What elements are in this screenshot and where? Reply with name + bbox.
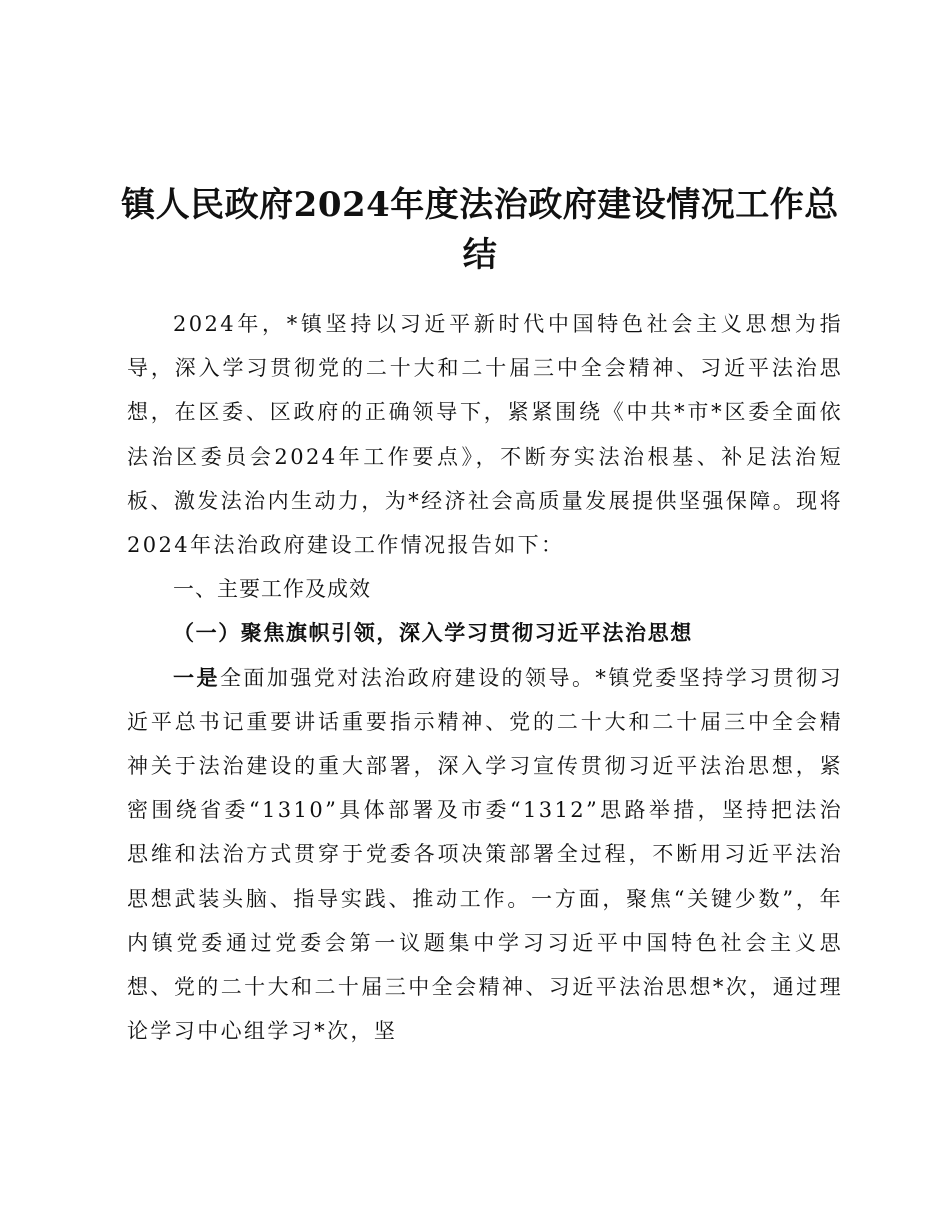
document-body bbox=[127, 302, 843, 1053]
body-paragraph bbox=[127, 656, 843, 1054]
paragraph-lead: 一是 bbox=[173, 665, 220, 690]
subsection-heading: （一）聚焦旗帜引领，深入学习贯彻习近平法治思想 bbox=[173, 620, 693, 646]
document-title: 镇人民政府2024年度法治政府建设情况工作总结 bbox=[121, 185, 839, 275]
paragraph-text: 全面加强党对法治政府建设的领导。*镇党委坚持学习贯彻习近平总书记重要讲话重要指示精神、党的二十大和二十届三中全会精神关于法治建设的重大部署，深入学习宣传贯彻习近平法治思想，紧密围绕省委“1310”具体部署及市委“1312”思路举措，坚持把法治思维和法治方式贯穿于党委各项决策部署全过程，不断用习近平法治思想武装头脑、指导实践、推动工作。一方面，聚焦“关键少数”，年内镇党委通过党委会第一议题集中学习习近平中国特色社会主义思想、党的二十大和二十届三中全会精神、习近平法治思想*次，通过理论学习中心组学习*次，坚 bbox=[127, 665, 843, 1044]
section-heading: 一、主要工作及成效 bbox=[173, 577, 371, 602]
intro-paragraph: 2024年，*镇坚持以习近平新时代中国特色社会主义思想为指导，深入学习贯彻党的二十大和二十届三中全会精神、习近平法治思想，在区委、区政府的正确领导下，紧紧围绕《中共*市*区委全面依法治区委员会2024年工作要点》，不断夯实法治根基、补足法治短板、激发法治内生动力，为*经济社会高质量发展提供坚强保障。现将2024年法治政府建设工作情况报告如下： bbox=[127, 312, 843, 558]
